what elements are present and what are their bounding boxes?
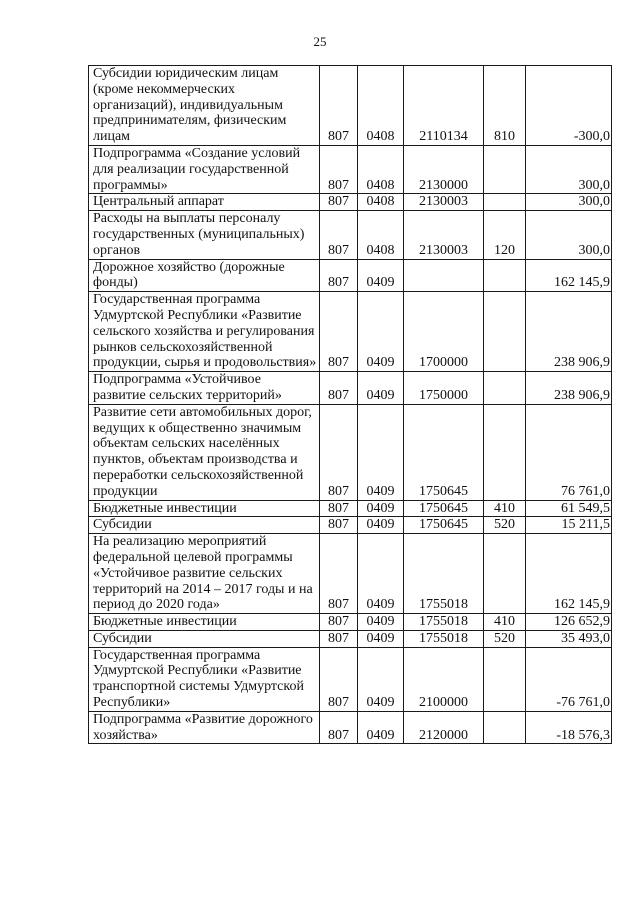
row-section-code-cell: 0409 bbox=[358, 647, 404, 711]
row-section-code-cell: 0409 bbox=[358, 534, 404, 614]
page-number: 25 bbox=[313, 34, 327, 49]
row-department-code-cell: 807 bbox=[320, 211, 358, 259]
row-section-code-cell: 0409 bbox=[358, 630, 404, 647]
row-name-cell: Субсидии bbox=[89, 517, 320, 534]
row-section-code-cell: 0408 bbox=[358, 66, 404, 146]
row-target-article-cell: 2100000 bbox=[404, 647, 484, 711]
row-department-code-cell: 807 bbox=[320, 630, 358, 647]
row-section-code-cell: 0409 bbox=[358, 517, 404, 534]
row-expense-type-cell bbox=[484, 145, 526, 193]
row-department-code-cell: 807 bbox=[320, 517, 358, 534]
row-name-cell: Дорожное хозяйство (дорожные фонды) bbox=[89, 259, 320, 292]
table-row bbox=[89, 372, 612, 405]
row-amount-cell: 238 906,9 bbox=[526, 372, 612, 405]
row-section-code-cell: 0408 bbox=[358, 145, 404, 193]
row-expense-type-cell: 410 bbox=[484, 500, 526, 517]
table-row bbox=[89, 194, 612, 211]
row-name-cell: Государственная программа Удмуртской Республики «Развитие сельского хозяйства и регулирования рынков сельскохозяйственной продукции, сырья и продовольствия» bbox=[89, 292, 320, 372]
row-section-code-cell: 0409 bbox=[358, 500, 404, 517]
row-expense-type-cell bbox=[484, 292, 526, 372]
table-row bbox=[89, 517, 612, 534]
row-name-cell: Центральный аппарат bbox=[89, 194, 320, 211]
row-expense-type-cell: 520 bbox=[484, 517, 526, 534]
row-target-article-cell: 2130003 bbox=[404, 211, 484, 259]
table-row bbox=[89, 145, 612, 193]
row-name-cell: Подпрограмма «Создание условий для реализации государственной программы» bbox=[89, 145, 320, 193]
row-amount-cell: 162 145,9 bbox=[526, 534, 612, 614]
row-amount-cell: 35 493,0 bbox=[526, 630, 612, 647]
row-department-code-cell: 807 bbox=[320, 614, 358, 631]
table-row bbox=[89, 259, 612, 292]
row-target-article-cell: 2110134 bbox=[404, 66, 484, 146]
row-amount-cell: 76 761,0 bbox=[526, 404, 612, 500]
table-row bbox=[89, 630, 612, 647]
row-section-code-cell: 0409 bbox=[358, 292, 404, 372]
row-amount-cell: -18 576,3 bbox=[526, 711, 612, 744]
table-row bbox=[89, 211, 612, 259]
row-target-article-cell: 2130003 bbox=[404, 194, 484, 211]
row-department-code-cell: 807 bbox=[320, 647, 358, 711]
table-row bbox=[89, 404, 612, 500]
row-section-code-cell: 0409 bbox=[358, 404, 404, 500]
row-amount-cell: 15 211,5 bbox=[526, 517, 612, 534]
row-amount-cell: 300,0 bbox=[526, 211, 612, 259]
row-department-code-cell: 807 bbox=[320, 372, 358, 405]
row-target-article-cell: 1750645 bbox=[404, 500, 484, 517]
row-expense-type-cell bbox=[484, 404, 526, 500]
row-name-cell: Субсидии bbox=[89, 630, 320, 647]
table-row bbox=[89, 614, 612, 631]
row-amount-cell: 61 549,5 bbox=[526, 500, 612, 517]
row-target-article-cell: 1750645 bbox=[404, 404, 484, 500]
table-row bbox=[89, 500, 612, 517]
row-amount-cell: 300,0 bbox=[526, 194, 612, 211]
row-name-cell: Расходы на выплаты персоналу государственных (муниципальных) органов bbox=[89, 211, 320, 259]
budget-table bbox=[88, 65, 612, 744]
row-department-code-cell: 807 bbox=[320, 292, 358, 372]
row-name-cell: Подпрограмма «Устойчивое развитие сельских территорий» bbox=[89, 372, 320, 405]
table-row bbox=[89, 534, 612, 614]
row-expense-type-cell: 120 bbox=[484, 211, 526, 259]
row-target-article-cell: 1700000 bbox=[404, 292, 484, 372]
row-target-article-cell: 1755018 bbox=[404, 534, 484, 614]
row-expense-type-cell bbox=[484, 194, 526, 211]
row-expense-type-cell bbox=[484, 259, 526, 292]
row-amount-cell: 162 145,9 bbox=[526, 259, 612, 292]
row-name-cell: Субсидии юридическим лицам (кроме некоммерческих организаций), индивидуальным предпринимателям, физическим лицам bbox=[89, 66, 320, 146]
row-expense-type-cell bbox=[484, 647, 526, 711]
row-expense-type-cell bbox=[484, 711, 526, 744]
table-row bbox=[89, 292, 612, 372]
table-row bbox=[89, 66, 612, 146]
row-expense-type-cell: 810 bbox=[484, 66, 526, 146]
row-amount-cell: -76 761,0 bbox=[526, 647, 612, 711]
row-department-code-cell: 807 bbox=[320, 500, 358, 517]
row-section-code-cell: 0409 bbox=[358, 614, 404, 631]
row-name-cell: На реализацию мероприятий федеральной целевой программы «Устойчивое развитие сельских территорий на 2014 – 2017 годы и на период до 2020 года» bbox=[89, 534, 320, 614]
row-department-code-cell: 807 bbox=[320, 534, 358, 614]
row-section-code-cell: 0409 bbox=[358, 372, 404, 405]
row-department-code-cell: 807 bbox=[320, 194, 358, 211]
row-name-cell: Развитие сети автомобильных дорог, ведущих к общественно значимым объектам сельских населённых пунктов, объектам производства и переработки сельскохозяйственной продукции bbox=[89, 404, 320, 500]
row-department-code-cell: 807 bbox=[320, 259, 358, 292]
table-row bbox=[89, 711, 612, 744]
row-target-article-cell bbox=[404, 259, 484, 292]
row-name-cell: Бюджетные инвестиции bbox=[89, 614, 320, 631]
row-target-article-cell: 1755018 bbox=[404, 630, 484, 647]
row-department-code-cell: 807 bbox=[320, 145, 358, 193]
row-name-cell: Бюджетные инвестиции bbox=[89, 500, 320, 517]
row-amount-cell: -300,0 bbox=[526, 66, 612, 146]
row-target-article-cell: 1750000 bbox=[404, 372, 484, 405]
row-name-cell: Государственная программа Удмуртской Республики «Развитие транспортной системы Удмуртской Республики» bbox=[89, 647, 320, 711]
row-expense-type-cell: 520 bbox=[484, 630, 526, 647]
row-expense-type-cell bbox=[484, 534, 526, 614]
row-target-article-cell: 1750645 bbox=[404, 517, 484, 534]
row-expense-type-cell bbox=[484, 372, 526, 405]
row-target-article-cell: 2130000 bbox=[404, 145, 484, 193]
row-department-code-cell: 807 bbox=[320, 66, 358, 146]
row-amount-cell: 300,0 bbox=[526, 145, 612, 193]
row-department-code-cell: 807 bbox=[320, 404, 358, 500]
table-row bbox=[89, 647, 612, 711]
row-section-code-cell: 0409 bbox=[358, 259, 404, 292]
row-amount-cell: 126 652,9 bbox=[526, 614, 612, 631]
row-section-code-cell: 0409 bbox=[358, 711, 404, 744]
row-department-code-cell: 807 bbox=[320, 711, 358, 744]
row-name-cell: Подпрограмма «Развитие дорожного хозяйства» bbox=[89, 711, 320, 744]
row-amount-cell: 238 906,9 bbox=[526, 292, 612, 372]
row-expense-type-cell: 410 bbox=[484, 614, 526, 631]
row-target-article-cell: 1755018 bbox=[404, 614, 484, 631]
row-section-code-cell: 0408 bbox=[358, 194, 404, 211]
row-target-article-cell: 2120000 bbox=[404, 711, 484, 744]
row-section-code-cell: 0408 bbox=[358, 211, 404, 259]
